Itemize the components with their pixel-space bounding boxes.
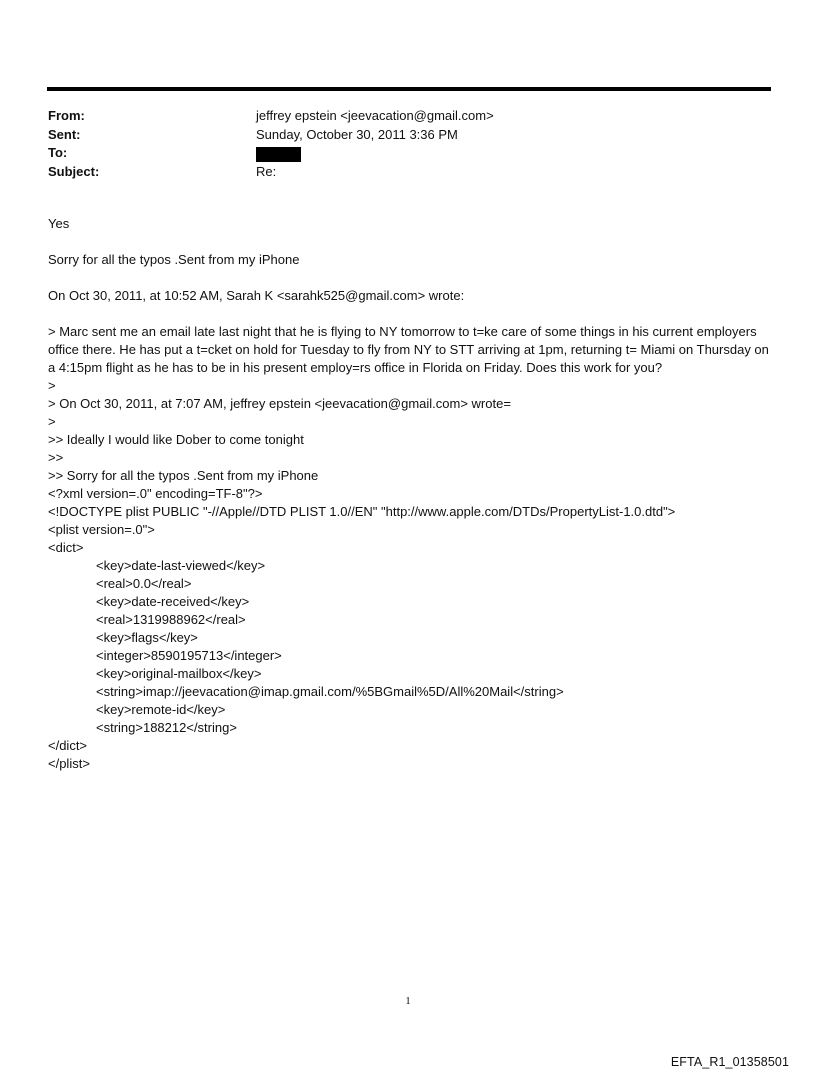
- subject-label: Subject:: [48, 163, 100, 179]
- xml-dict-line: <key>original-mailbox</key>: [96, 666, 262, 681]
- xml-plist-block: [48, 485, 776, 773]
- attribution-line: On Oct 30, 2011, at 10:52 AM, Sarah K <sarahk525@gmail.com> wrote:: [48, 288, 465, 303]
- sent-label: Sent:: [48, 126, 81, 142]
- subject-row: [48, 163, 768, 182]
- xml-dict-line: <key>remote-id</key>: [96, 702, 226, 717]
- xml-dict-line: <integer>8590195713</integer>: [96, 648, 282, 663]
- quoted-line: >>: [48, 450, 64, 465]
- to-row: [48, 144, 768, 163]
- to-value: [256, 144, 301, 163]
- xml-dict-line: <key>date-received</key>: [96, 594, 250, 609]
- xml-line: </dict>: [48, 738, 88, 753]
- from-row: [48, 107, 768, 126]
- quoted-line: >: [48, 414, 56, 429]
- page-number: 1: [405, 995, 411, 1007]
- reply-text: Yes: [48, 216, 70, 231]
- from-value: jeffrey epstein <jeevacation@gmail.com>: [256, 108, 494, 123]
- subject-value: Re:: [256, 163, 277, 179]
- quoted-thread: [48, 323, 776, 485]
- sent-value: Sunday, October 30, 2011 3:36 PM: [256, 126, 458, 142]
- xml-line: <plist version=.0">: [48, 522, 155, 537]
- xml-dict-line: <real>1319988962</real>: [96, 612, 246, 627]
- xml-line: <dict>: [48, 540, 84, 555]
- xml-dict-line: <real>0.0</real>: [96, 576, 192, 591]
- quoted-line: > Marc sent me an email late last night that he is flying to NY tomorrow to t=ke care of some things in his current employers office there. He has put a t=cket on hold for Tuesday to fly from NY to STT arriving at 1pm, returning t= Miami on Thursday on a 4:15pm flight as he has to be in his present employ=rs office in Florida on Friday. Does this work for you?: [48, 324, 769, 375]
- xml-line: <!DOCTYPE plist PUBLIC "-//Apple//DTD PLIST 1.0//EN" "http://www.apple.com/DTDs/PropertyList-1.0.dtd">: [48, 504, 676, 519]
- redaction-box: [256, 147, 301, 162]
- email-body: [48, 215, 776, 773]
- to-label: To:: [48, 145, 68, 160]
- xml-dict-line: <string>188212</string>: [96, 720, 237, 735]
- quoted-line: > On Oct 30, 2011, at 7:07 AM, jeffrey epstein <jeevacation@gmail.com> wrote=: [48, 396, 511, 411]
- quoted-line: >> Sorry for all the typos .Sent from my iPhone: [48, 468, 319, 483]
- xml-dict-line: <key>date-last-viewed</key>: [96, 558, 266, 573]
- document-id: EFTA_R1_01358501: [670, 1055, 789, 1069]
- xml-line: </plist>: [48, 756, 90, 771]
- quoted-line: >> Ideally I would like Dober to come tonight: [48, 432, 304, 447]
- quoted-line: >: [48, 378, 56, 393]
- email-header: [48, 107, 768, 181]
- xml-dict-line: <string>imap://jeevacation@imap.gmail.com/%5BGmail%5D/All%20Mail</string>: [96, 684, 564, 699]
- xml-dict-line: <key>flags</key>: [96, 630, 198, 645]
- xml-line: <?xml version=.0" encoding=TF-8"?>: [48, 486, 263, 501]
- header-rule: [47, 87, 771, 91]
- signature-text: Sorry for all the typos .Sent from my iPhone: [48, 252, 300, 267]
- sent-row: [48, 126, 768, 145]
- from-label: From:: [48, 108, 85, 123]
